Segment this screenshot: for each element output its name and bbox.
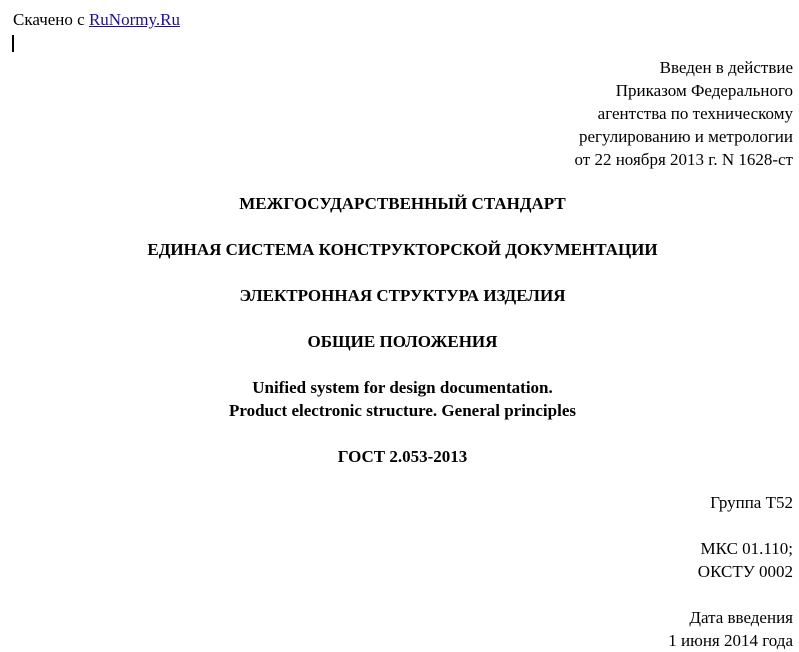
system-title: ЕДИНАЯ СИСТЕМА КОНСТРУКТОРСКОЙ ДОКУМЕНТАЦИИ bbox=[147, 240, 658, 259]
english-title-line-1: Unified system for design documentation. bbox=[252, 378, 553, 397]
subject-title: ЭЛЕКТРОННАЯ СТРУКТУРА ИЗДЕЛИЯ bbox=[239, 286, 566, 305]
downloaded-prefix: Скачено с bbox=[13, 10, 85, 29]
intro-line-3: агентства по техническому bbox=[597, 104, 793, 123]
intro-line-4: регулированию и метрологии bbox=[578, 127, 793, 146]
effective-date-label: Дата введения bbox=[689, 608, 793, 627]
intro-line-2: Приказом Федерального bbox=[615, 81, 793, 100]
english-title-line-2: Product electronic structure. General principles bbox=[228, 401, 576, 420]
gost-number: ГОСТ 2.053-2013 bbox=[337, 447, 468, 466]
text-cursor bbox=[12, 35, 14, 52]
effective-date: 1 июня 2014 года bbox=[668, 631, 793, 650]
okstu-code: ОКСТУ 0002 bbox=[697, 562, 793, 581]
group-code: Группа Т52 bbox=[710, 493, 793, 512]
intro-line-1: Введен в действие bbox=[659, 58, 793, 77]
enactment-block bbox=[575, 56, 794, 171]
download-source-line bbox=[13, 9, 180, 31]
intro-line-5: от 22 ноября 2013 г. N 1628-ст bbox=[574, 150, 793, 169]
standard-type-title: МЕЖГОСУДАРСТВЕННЫЙ СТАНДАРТ bbox=[239, 194, 566, 213]
section-title: ОБЩИЕ ПОЛОЖЕНИЯ bbox=[307, 332, 498, 351]
mks-code: МКС 01.110; bbox=[700, 539, 793, 558]
runormy-link[interactable]: RuNormy.Ru bbox=[88, 10, 180, 29]
